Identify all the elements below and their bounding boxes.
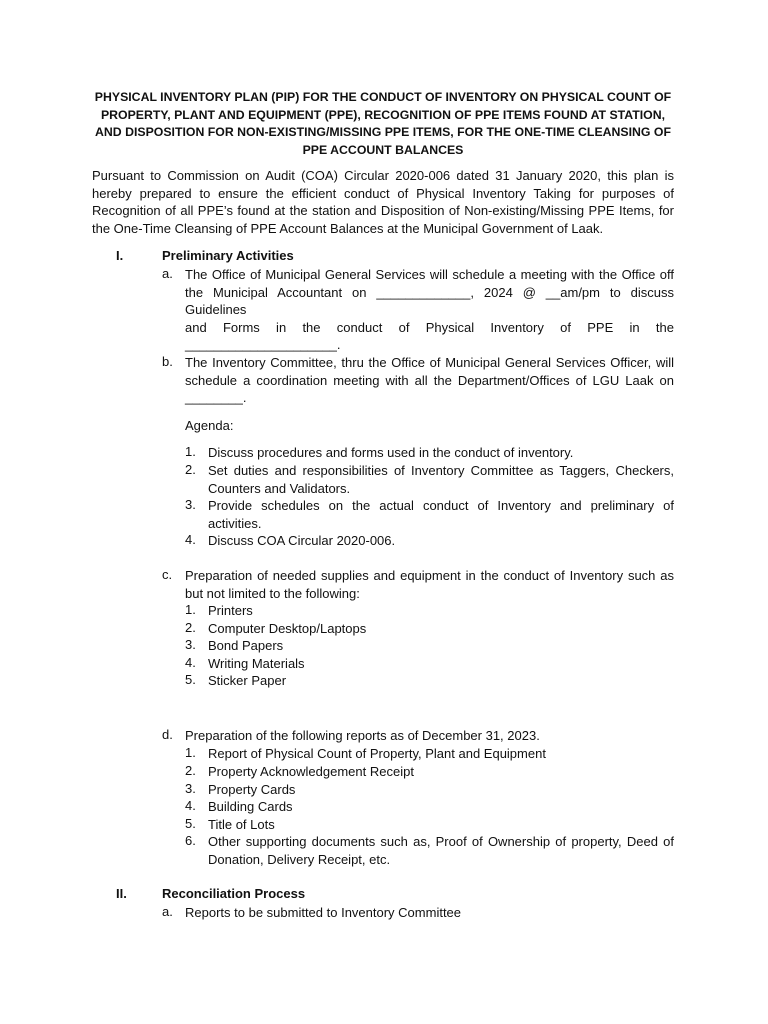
supply-number: 2. <box>185 620 196 635</box>
agenda-number: 2. <box>185 462 196 477</box>
report-item: Report of Physical Count of Property, Plant and Equipment <box>208 746 546 761</box>
item-b-paragraph: The Inventory Committee, thru the Office of Municipal General Services Officer, will schedule a coordination meeting with all the Department/Offices of LGU Laak on ________. <box>185 355 674 405</box>
section-2-item-a-text: Reports to be submitted to Inventory Committee <box>185 905 462 920</box>
item-b-letter: b. <box>162 354 173 369</box>
document-title: PHYSICAL INVENTORY PLAN (PIP) FOR THE CONDUCT OF INVENTORY ON PHYSICAL COUNT OF PROPERTY, PLANT AND EQUIPMENT (PPE), RECOGNITION OF PPE ITEMS FOUND AT STATION, AND DISPOSITION FOR NON-EXISTING/MISSING PPE ITEMS, FOR THE ONE-TIME CLEANSING OF PPE ACCOUNT BALANCES <box>94 90 672 157</box>
supply-number: 5. <box>185 672 196 687</box>
supply-number: 1. <box>185 602 196 617</box>
section-2-item-a-letter: a. <box>162 904 173 919</box>
report-number: 6. <box>185 833 196 848</box>
agenda-item: Discuss COA Circular 2020-006. <box>208 533 396 548</box>
supply-item: Printers <box>208 603 253 618</box>
agenda-item: Discuss procedures and forms used in the conduct of inventory. <box>208 445 574 460</box>
report-number: 4. <box>185 798 196 813</box>
agenda-item: Provide schedules on the actual conduct of Inventory and preliminary of activities. <box>208 498 674 531</box>
supply-item: Computer Desktop/Laptops <box>208 621 367 636</box>
section-2-title: Reconciliation Process <box>162 886 306 901</box>
report-item: Property Cards <box>208 782 296 797</box>
item-c-paragraph: Preparation of needed supplies and equipment in the conduct of Inventory such as but not limited to the following: <box>185 568 674 601</box>
item-a-line-3: and Forms in the conduct of Physical Inventory of PPE in the <box>185 319 674 335</box>
supply-number: 3. <box>185 637 196 652</box>
item-d-paragraph: Preparation of the following reports as of December 31, 2023. <box>185 728 540 743</box>
agenda-item: Set duties and responsibilities of Inventory Committee as Taggers, Checkers, Counters and Validators. <box>208 463 674 496</box>
report-item: Other supporting documents such as, Proof of Ownership of property, Deed of Donation, Delivery Receipt, etc. <box>208 834 674 867</box>
report-item: Title of Lots <box>208 817 275 832</box>
section-2-numeral: II. <box>116 886 127 901</box>
supply-number: 4. <box>185 655 196 670</box>
supply-item: Sticker Paper <box>208 673 287 688</box>
report-number: 2. <box>185 763 196 778</box>
item-a-line-1: The Office of Municipal General Services will schedule a meeting with the Office off <box>185 267 674 282</box>
report-number: 5. <box>185 816 196 831</box>
intro-paragraph: Pursuant to Commission on Audit (COA) Circular 2020-006 dated 31 January 2020, this plan is hereby prepared to ensure the efficient conduct of Physical Inventory Taking for purposes of Recognition of all PPE’s found at the station and Disposition of Non-existing/Missing PPE Items, for the One-Time Cleansing of PPE Account Balances at the Municipal Government of Laak. <box>92 168 674 236</box>
agenda-label: Agenda: <box>185 418 234 433</box>
item-a-line-4: _____________________. <box>185 337 341 352</box>
item-a-letter: a. <box>162 266 173 281</box>
item-a-line-2: the Municipal Accountant on _____________, 2024 @ __am/pm to discuss Guidelines <box>185 284 674 317</box>
agenda-number: 3. <box>185 497 196 512</box>
item-a-paragraph <box>185 266 674 354</box>
report-number: 3. <box>185 781 196 796</box>
agenda-number: 4. <box>185 532 196 547</box>
report-number: 1. <box>185 745 196 760</box>
section-1-numeral: I. <box>116 248 124 263</box>
section-1-title: Preliminary Activities <box>162 248 294 263</box>
supply-item: Writing Materials <box>208 656 305 671</box>
report-item: Building Cards <box>208 799 293 814</box>
item-d-letter: d. <box>162 727 173 742</box>
agenda-number: 1. <box>185 444 196 459</box>
report-item: Property Acknowledgement Receipt <box>208 764 414 779</box>
supply-item: Bond Papers <box>208 638 284 653</box>
item-c-letter: c. <box>162 567 173 582</box>
